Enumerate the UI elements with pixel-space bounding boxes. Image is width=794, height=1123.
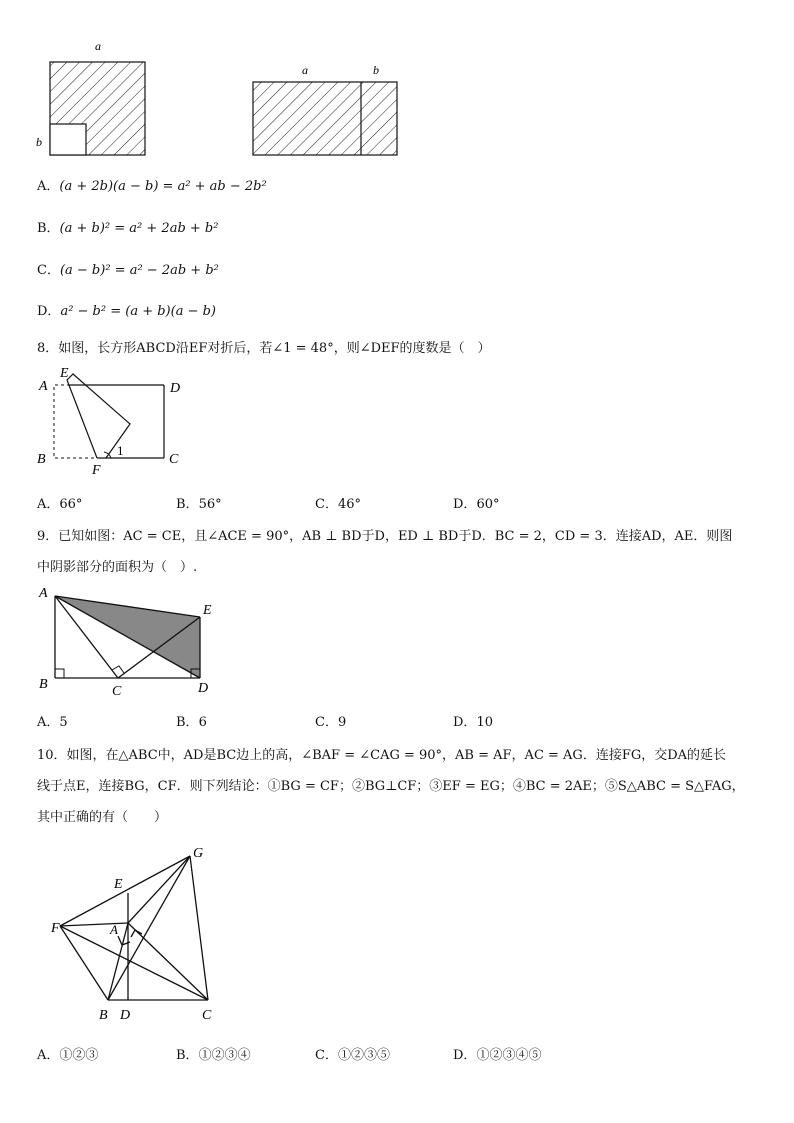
q7-figure-square	[30, 35, 160, 160]
q7-option-a-text: (a + 2b)(a − b) = a² + ab − 2b²	[59, 179, 267, 194]
q9-option-a-letter: A．	[37, 715, 60, 730]
q8-option-b-letter: B．	[176, 497, 199, 512]
q9-option-d-text: 10	[476, 715, 493, 730]
q7-fig1-label-b: b	[36, 135, 42, 149]
q7-option-d[interactable]	[37, 300, 216, 319]
q9-option-c-letter: C．	[315, 715, 338, 730]
q9-option-b[interactable]	[176, 711, 207, 730]
q8-figure	[30, 362, 200, 480]
q9-stem-line1: 9．已知如图：AC = CE，且∠ACE = 90°，AB ⊥ BD于D，ED ⊥ BD于D．BC = 2，CD = 3．连接AD，AE．则图	[37, 529, 733, 544]
q10-option-b-letter: B．	[176, 1048, 199, 1063]
q9-option-d-letter: D．	[453, 715, 477, 730]
q9-label-e: E	[203, 603, 212, 618]
q8-label-e: E	[60, 366, 69, 381]
q9-option-a-text: 5	[59, 715, 68, 730]
q7-option-b[interactable]	[37, 217, 218, 236]
q8-label-c: C	[169, 452, 179, 467]
q9-option-b-text: 6	[198, 715, 207, 730]
q9-stem-line2: 中阴影部分的面积为（ ）.	[37, 560, 198, 575]
q7-option-a-letter: A．	[37, 179, 60, 194]
q7-figure-rectangle	[245, 60, 405, 160]
q8-option-c-letter: C．	[315, 497, 338, 512]
q7-option-c-letter: C．	[37, 263, 60, 278]
q7-option-c[interactable]	[37, 259, 219, 278]
q10-option-c-text: ①②③⑤	[337, 1048, 390, 1063]
q8-option-a[interactable]	[37, 493, 82, 512]
q8-label-a: A	[39, 379, 48, 394]
q7-option-c-text: (a − b)² = a² − 2ab + b²	[59, 263, 219, 278]
q9-option-b-letter: B．	[176, 715, 199, 730]
q8-option-d-text: 60°	[476, 497, 500, 512]
q8-label-f: F	[92, 463, 101, 478]
q8-option-c[interactable]	[315, 493, 361, 512]
q10-label-a: A	[110, 922, 118, 937]
q10-label-b: B	[99, 1008, 108, 1023]
q9-option-c[interactable]	[315, 711, 346, 730]
q9-label-c: C	[112, 684, 122, 699]
q8-option-a-text: 66°	[59, 497, 83, 512]
q7-fig2-label-a: a	[302, 63, 308, 77]
q7-option-a[interactable]	[37, 175, 267, 194]
q8-option-a-letter: A．	[37, 497, 60, 512]
q10-option-d-letter: D．	[453, 1048, 477, 1063]
q10-option-c[interactable]	[315, 1044, 390, 1063]
q9-option-a[interactable]	[37, 711, 68, 730]
q10-option-c-letter: C．	[315, 1048, 338, 1063]
q8-option-d[interactable]	[453, 493, 499, 512]
q9-label-a: A	[39, 586, 48, 601]
q10-stem-line3: 其中正确的有（ ）	[37, 810, 168, 825]
q8-label-d: D	[170, 381, 181, 396]
q7-fig1-label-a: a	[95, 39, 101, 53]
q7-option-d-letter: D．	[37, 304, 61, 319]
q10-label-e: E	[114, 877, 123, 892]
q8-option-b-text: 56°	[198, 497, 222, 512]
q10-stem-line2: 线于点E，连接BG，CF．则下列结论：①BG = CF；②BG⊥CF；③EF = EG；④BC = 2AE；⑤S△ABC = S△FAG，	[37, 779, 745, 794]
q10-option-b-text: ①②③④	[198, 1048, 251, 1063]
q7-option-b-letter: B．	[37, 221, 60, 236]
q8-option-c-text: 46°	[337, 497, 361, 512]
q8-label-b: B	[37, 452, 46, 467]
q10-label-c: C	[202, 1008, 212, 1023]
q8-label-angle-1: 1	[117, 443, 124, 458]
q10-option-a-letter: A．	[37, 1048, 60, 1063]
q10-label-d: D	[120, 1008, 131, 1023]
q10-stem-line1: 10．如图，在△ABC中，AD是BC边上的高，∠BAF = ∠CAG = 90°，AB = AF，AC = AG．连接FG，交DA的延长	[37, 748, 727, 763]
q7-fig2-label-b: b	[373, 63, 379, 77]
q10-option-d[interactable]	[453, 1044, 541, 1063]
q10-label-g: G	[193, 846, 204, 861]
q8-option-d-letter: D．	[453, 497, 477, 512]
q9-figure	[30, 582, 220, 700]
q7-option-b-text: (a + b)² = a² + 2ab + b²	[59, 221, 219, 236]
q10-option-d-text: ①②③④⑤	[476, 1048, 542, 1063]
q10-option-a-text: ①②③	[59, 1048, 99, 1063]
q9-option-d[interactable]	[453, 711, 493, 730]
q10-option-a[interactable]	[37, 1044, 98, 1063]
q9-label-d: D	[198, 681, 209, 696]
q7-option-d-text: a² − b² = (a + b)(a − b)	[60, 304, 216, 319]
q10-option-b[interactable]	[176, 1044, 251, 1063]
q8-stem: 8．如图，长方形ABCD沿EF对折后，若∠1 = 48°，则∠DEF的度数是（ ）	[37, 341, 491, 356]
q9-option-c-text: 9	[337, 715, 347, 730]
q10-label-f: F	[51, 921, 60, 936]
q10-figure	[40, 838, 230, 1024]
q8-option-b[interactable]	[176, 493, 222, 512]
q9-label-b: B	[39, 677, 48, 692]
